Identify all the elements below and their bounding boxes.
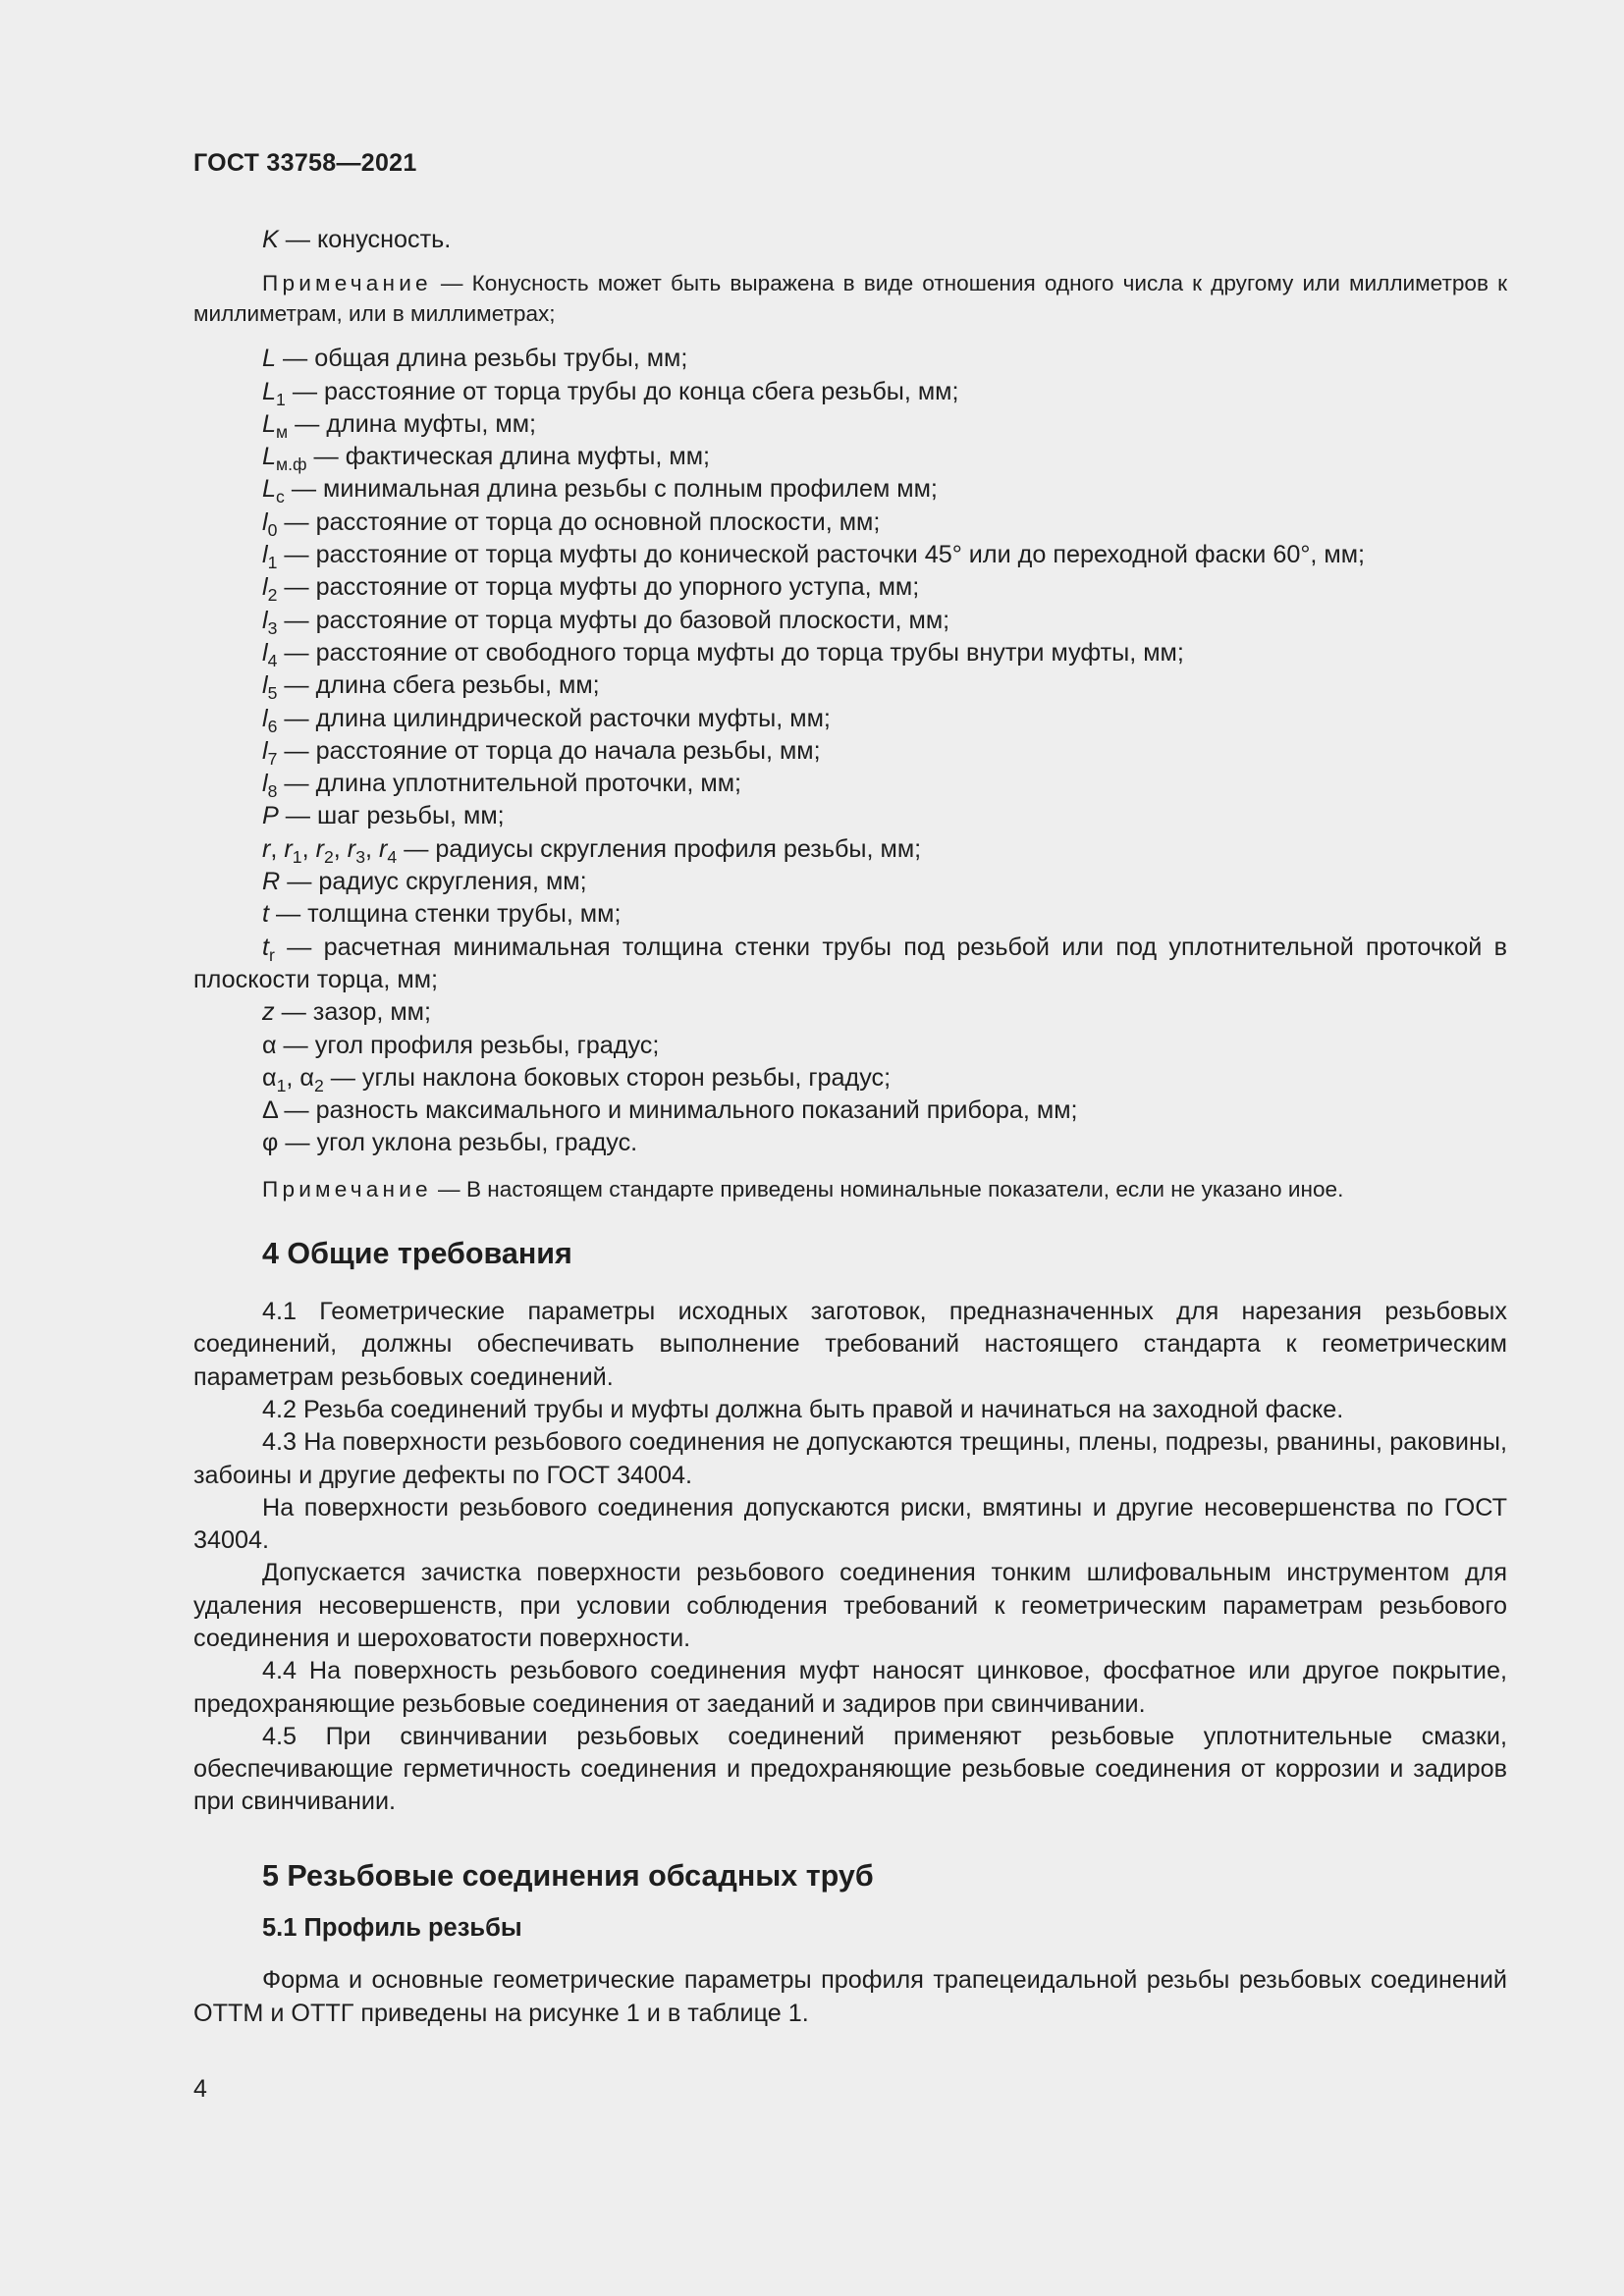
paragraph-4-3-cleaning: Допускается зачистка поверхности резьбового соединения тонким шлифовальным инструментом для удаления несовершенств, при условии соблюдения требований к геометрическим параметрам резьбового соединения и шероховатости поверхности. bbox=[193, 1559, 1507, 1652]
symbol-phi bbox=[193, 1127, 1507, 1159]
paragraph-4-3: 4.3 На поверхности резьбового соединения не допускаются трещины, плены, подрезы, рванины, раковины, забоины и другие дефекты по ГОСТ 34004. bbox=[193, 1428, 1507, 1489]
symbol-P bbox=[193, 800, 1507, 832]
symbol-l0 bbox=[193, 507, 1507, 539]
symbol-letter: L bbox=[262, 475, 277, 504]
symbol-description: φ bbox=[262, 1129, 279, 1157]
symbol-description: — разность максимального и минимального показаний прибора, мм; bbox=[277, 1096, 1078, 1125]
symbol-Lc bbox=[193, 473, 1507, 506]
symbol-letter: r bbox=[262, 834, 271, 863]
symbol-list bbox=[193, 343, 1507, 1159]
symbol-description: — толщина стенки трубы, мм; bbox=[269, 900, 622, 929]
symbol-subscript: м.ф bbox=[276, 454, 307, 475]
paragraph-4-4: 4.4 На поверхность резьбового соединения муфт наносят цинковое, фосфатное или другое покрытие, предохраняющие резьбовые соединения от заеданий и задиров при свинчивании. bbox=[193, 1657, 1507, 1718]
symbol-description: , bbox=[333, 834, 348, 863]
symbol-L1 bbox=[193, 376, 1507, 408]
section-5-title: 5 Резьбовые соединения обсадных труб bbox=[262, 1858, 874, 1893]
symbol-l1 bbox=[193, 539, 1507, 571]
symbol-subscript: 4 bbox=[267, 651, 278, 671]
symbol-letter: l bbox=[262, 507, 268, 536]
note-konusnost bbox=[193, 268, 1507, 329]
note-label: Примечание bbox=[262, 271, 432, 296]
symbol-description: — длина муфты, мм; bbox=[288, 409, 537, 438]
symbol-description: — радиусы скругления профиля резьбы, мм; bbox=[397, 834, 922, 863]
symbol-description: — шаг резьбы, мм; bbox=[278, 802, 505, 830]
section-4-title: 4 Общие требования bbox=[262, 1236, 572, 1270]
symbol-description: — расчетная минимальная толщина стенки трубы под резьбой или под уплотнительной проточкой в плоскости торца, мм; bbox=[193, 933, 1507, 993]
symbol-letter: l bbox=[262, 606, 268, 634]
paragraph-4-5: 4.5 При свинчивании резьбовых соединений применяют резьбовые уплотнительные смазки, обеспечивающие герметичность соединения и предохраняющие резьбовые соединения от коррозии и задиров при свинчивании. bbox=[193, 1722, 1507, 1816]
paragraph-4-3-defects: На поверхности резьбового соединения допускаются риски, вмятины и другие несовершенства по ГОСТ 34004. bbox=[193, 1493, 1507, 1555]
symbol-letter: r bbox=[347, 834, 356, 863]
symbol-subscript: 0 bbox=[267, 519, 278, 540]
symbol-l6 bbox=[193, 703, 1507, 735]
symbol-delta bbox=[193, 1095, 1507, 1127]
symbol-description: — расстояние от свободного торца муфты до торца трубы внутри муфты, мм; bbox=[277, 638, 1184, 667]
symbol-subscript: 2 bbox=[323, 846, 334, 867]
symbol-alpha12 bbox=[193, 1062, 1507, 1095]
symbol-description: — общая длина резьбы трубы, мм; bbox=[276, 345, 688, 373]
note-nominal bbox=[193, 1174, 1507, 1204]
symbol-letter: r bbox=[284, 834, 293, 863]
symbol-letter: l bbox=[262, 704, 268, 732]
symbol-description: α bbox=[299, 1063, 314, 1092]
paragraph-4-1: 4.1 Геометрические параметры исходных заготовок, предназначенных для нарезания резьбовых соединений, должны обеспечивать выполнение требований настоящего стандарта к геометрическим параметрам резьбовых соединений. bbox=[193, 1298, 1507, 1391]
symbol-letter: t bbox=[262, 900, 269, 929]
symbol-l4 bbox=[193, 637, 1507, 669]
note-label: Примечание bbox=[262, 1176, 432, 1201]
symbol-letter: r bbox=[379, 834, 388, 863]
symbol-letter: R bbox=[262, 868, 281, 896]
symbol-description: В настоящем стандарте приведены номинальные показатели, если не указано иное. bbox=[465, 1176, 1344, 1201]
symbol-description: — фактическая длина муфты, мм; bbox=[306, 443, 711, 471]
paragraph-4-2: 4.2 Резьба соединений трубы и муфты должна быть правой и начинаться на заходной фаске. bbox=[262, 1395, 1344, 1423]
symbol-description: — конусность. bbox=[278, 226, 452, 253]
symbol-subscript: 5 bbox=[267, 683, 278, 704]
document-header: ГОСТ 33758—2021 bbox=[193, 149, 417, 177]
symbol-description: , bbox=[286, 1063, 300, 1092]
symbol-letter: L bbox=[262, 377, 277, 405]
symbol-subscript: r bbox=[269, 944, 275, 965]
symbol-l7 bbox=[193, 735, 1507, 768]
symbol-letter: l bbox=[262, 736, 268, 765]
symbol-description: , bbox=[301, 834, 316, 863]
symbol-description: , bbox=[365, 834, 379, 863]
symbol-l3 bbox=[193, 605, 1507, 637]
symbol-subscript: 7 bbox=[267, 749, 278, 770]
symbol-description: — расстояние от торца муфты до базовой плоскости, мм; bbox=[277, 606, 950, 634]
symbol-subscript: 6 bbox=[267, 716, 278, 736]
symbol-letter: l bbox=[262, 573, 268, 602]
symbol-r bbox=[193, 833, 1507, 866]
symbol-description: — минимальная длина резьбы с полным профилем мм; bbox=[284, 475, 938, 504]
symbol-description: , bbox=[270, 834, 285, 863]
symbol-description: — расстояние от торца до начала резьбы, мм; bbox=[277, 736, 821, 765]
symbol-description: — расстояние от торца трубы до конца сбега резьбы, мм; bbox=[285, 377, 959, 405]
symbol-alpha bbox=[193, 1030, 1507, 1062]
symbol-letter: r bbox=[315, 834, 324, 863]
symbol-description: — bbox=[431, 271, 472, 296]
page-content bbox=[193, 224, 1507, 2030]
paragraph-5-1: Форма и основные геометрические параметры профиля трапецеидальной резьбы резьбовых соединений ОТТМ и ОТТГ приведены на рисунке 1 и в таблице 1. bbox=[193, 1966, 1507, 2027]
symbol-description: — длина уплотнительной проточки, мм; bbox=[277, 770, 742, 798]
symbol-description: — радиус скругления, мм; bbox=[280, 868, 587, 896]
symbol-letter: l bbox=[262, 671, 268, 700]
symbol-L bbox=[193, 343, 1507, 375]
symbol-z bbox=[193, 996, 1507, 1029]
symbol-subscript: 1 bbox=[276, 389, 286, 409]
symbol-letter: l bbox=[262, 770, 268, 798]
symbol-subscript: c bbox=[276, 487, 285, 507]
symbol-subscript: 2 bbox=[313, 1076, 324, 1095]
symbol-l5 bbox=[193, 669, 1507, 702]
symbol-description: — расстояние от торца муфты до упорного уступа, мм; bbox=[277, 573, 920, 602]
symbol-description: — углы наклона боковых сторон резьбы, градус; bbox=[323, 1063, 892, 1092]
symbol-description: — расстояние от торца до основной плоскости, мм; bbox=[277, 507, 881, 536]
symbol-subscript: 1 bbox=[292, 846, 302, 867]
symbol-description: — угол уклона резьбы, градус. bbox=[278, 1129, 638, 1157]
symbol-description: — длина цилиндрической расточки муфты, мм; bbox=[277, 704, 831, 732]
symbol-letter: K bbox=[262, 226, 279, 253]
symbol-Lmf bbox=[193, 441, 1507, 473]
symbol-letter: z bbox=[262, 998, 275, 1027]
symbol-subscript: м bbox=[276, 422, 289, 443]
page-number: 4 bbox=[193, 2075, 207, 2103]
symbol-subscript: 8 bbox=[267, 781, 278, 802]
subsection-5-1-title: 5.1 Профиль резьбы bbox=[262, 1914, 522, 1943]
symbol-t bbox=[193, 898, 1507, 931]
symbol-description: Δ bbox=[262, 1096, 278, 1125]
symbol-l8 bbox=[193, 768, 1507, 800]
symbol-description: — зазор, мм; bbox=[274, 998, 431, 1027]
symbol-R bbox=[193, 866, 1507, 898]
symbol-l2 bbox=[193, 571, 1507, 604]
symbol-description: α bbox=[262, 1031, 277, 1059]
symbol-letter: l bbox=[262, 638, 268, 667]
symbol-letter: L bbox=[262, 409, 277, 438]
symbol-letter: L bbox=[262, 345, 277, 373]
symbol-description: — длина сбега резьбы, мм; bbox=[277, 671, 600, 700]
symbol-description: — расстояние от торца муфты до конической расточки 45° или до переходной фаски 60°, мм; bbox=[277, 541, 1366, 569]
symbol-description: — bbox=[431, 1176, 466, 1201]
symbol-Lm bbox=[193, 408, 1507, 441]
symbol-letter: l bbox=[262, 541, 268, 569]
symbol-subscript: 2 bbox=[267, 585, 278, 606]
symbol-description: α bbox=[262, 1063, 277, 1092]
symbol-description: Конусность может быть выражена в виде отношения одного числа к другому или миллиметров к миллиметрам, или в миллиметрах; bbox=[193, 271, 1507, 327]
symbol-description: — угол профиля резьбы, градус; bbox=[276, 1031, 660, 1059]
symbol-subscript: 1 bbox=[267, 553, 278, 573]
symbol-tr bbox=[193, 932, 1507, 997]
symbol-subscript: 4 bbox=[387, 846, 398, 867]
symbol-letter: t bbox=[262, 933, 269, 961]
definition-K bbox=[193, 224, 1507, 256]
symbol-letter: P bbox=[262, 802, 279, 830]
symbol-letter: L bbox=[262, 443, 277, 471]
symbol-subscript: 1 bbox=[276, 1076, 287, 1095]
symbol-subscript: 3 bbox=[267, 617, 278, 638]
symbol-subscript: 3 bbox=[355, 846, 365, 867]
